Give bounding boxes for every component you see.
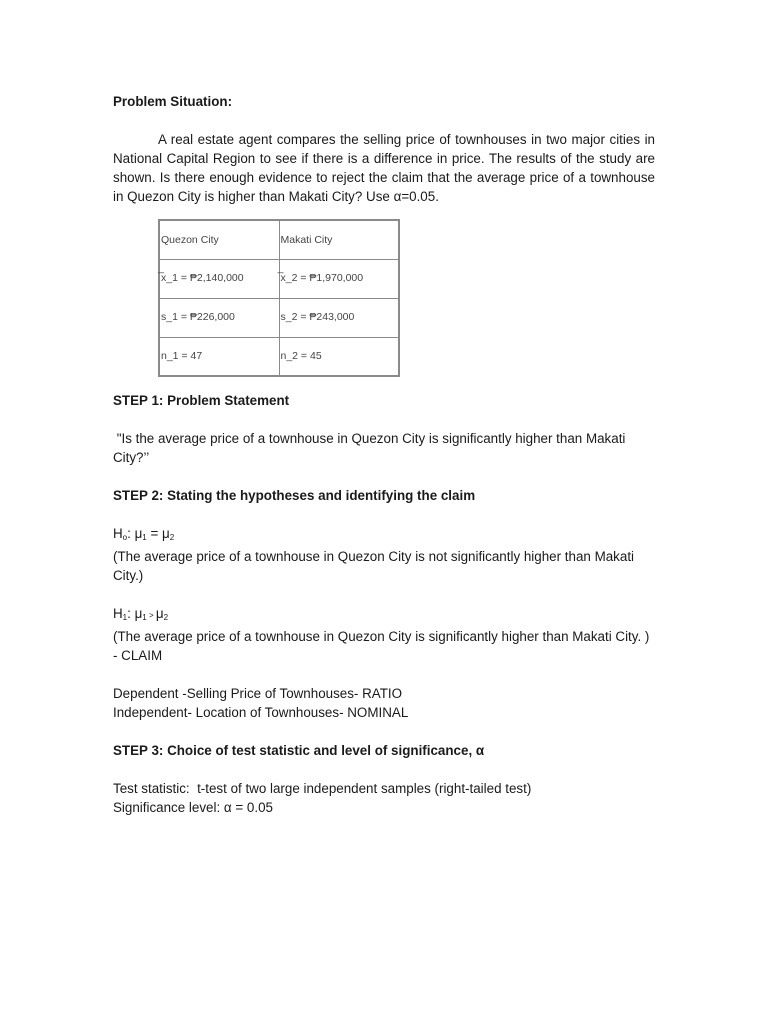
h1-colon: : — [127, 606, 135, 621]
dependent-variable: Dependent -Selling Price of Townhouses- RATIO — [113, 686, 403, 701]
significance-level: Significance level: α = 0.05 — [113, 800, 273, 815]
h0-mu2-subscript: 2 — [169, 533, 175, 542]
data-table — [158, 219, 400, 377]
h1-operator: > — [146, 611, 156, 620]
table-cell-makati-n: n_2 = 45 — [279, 337, 399, 376]
table-row — [159, 259, 399, 298]
h0-colon: : — [127, 526, 135, 541]
independent-variable: Independent- Location of Townhouses- NOMINAL — [113, 705, 409, 720]
step2-heading: STEP 2: Stating the hypotheses and identifying the claim — [113, 488, 476, 503]
null-hypothesis — [113, 524, 655, 547]
alternative-hypothesis-text: (The average price of a townhouse in Quezon City is significantly higher than Makati City. ) - CLAIM — [113, 629, 650, 663]
alternative-hypothesis — [113, 604, 655, 627]
step3-heading: STEP 3: Choice of test statistic and level of significance, α — [113, 743, 485, 758]
table-cell-quezon-n: n_1 = 47 — [159, 337, 279, 376]
h1-mu1: μ — [134, 606, 143, 621]
h0-symbol: H — [113, 526, 123, 541]
h0-mu1: μ — [134, 526, 143, 541]
null-hypothesis-text: (The average price of a townhouse in Quezon City is not significantly higher than Makati City.) — [113, 549, 635, 583]
problem-paragraph: A real estate agent compares the selling price of townhouses in two major cities in National Capital Region to see if there is a difference in price. The results of the study are shown. Is there enough evidence to reject the claim that the average price of a townhouse in Quezon City is higher than Makati City? Use α=0.05. — [113, 132, 655, 204]
h0-mu2: μ — [162, 526, 170, 541]
table-row — [159, 337, 399, 376]
h0-subscript: o — [122, 533, 128, 542]
step1-heading: STEP 1: Problem Statement — [113, 393, 290, 408]
data-table-container — [158, 219, 655, 377]
document-page — [113, 92, 655, 817]
problem-heading: Problem Situation: — [113, 94, 233, 109]
h1-symbol: H — [113, 606, 123, 621]
table-cell-makati-header: Makati City — [279, 220, 399, 259]
h1-mu2-subscript: 2 — [163, 613, 169, 622]
table-cell-makati-mean: ̅x_2 = ₱1,970,000 — [279, 259, 399, 298]
h0-operator: = — [146, 526, 163, 541]
test-statistic: Test statistic: t-test of two large independent samples (right-tailed test) — [113, 781, 532, 796]
h1-subscript: 1 — [122, 613, 128, 622]
table-row — [159, 298, 399, 337]
table-cell-quezon-header: Quezon City — [159, 220, 279, 259]
table-cell-quezon-sd: s_1 = ₱226,000 — [159, 298, 279, 337]
h1-mu2: μ — [155, 606, 164, 621]
h1-mu1-subscript: 1 — [142, 613, 147, 622]
table-cell-makati-sd: s_2 = ₱243,000 — [279, 298, 399, 337]
h0-mu1-subscript: 1 — [142, 533, 147, 542]
problem-statement: "Is the average price of a townhouse in Quezon City is significantly higher than Makati City?’’ — [113, 431, 630, 465]
table-row — [159, 220, 399, 259]
table-cell-quezon-mean: ̅x_1 = ₱2,140,000 — [159, 259, 279, 298]
